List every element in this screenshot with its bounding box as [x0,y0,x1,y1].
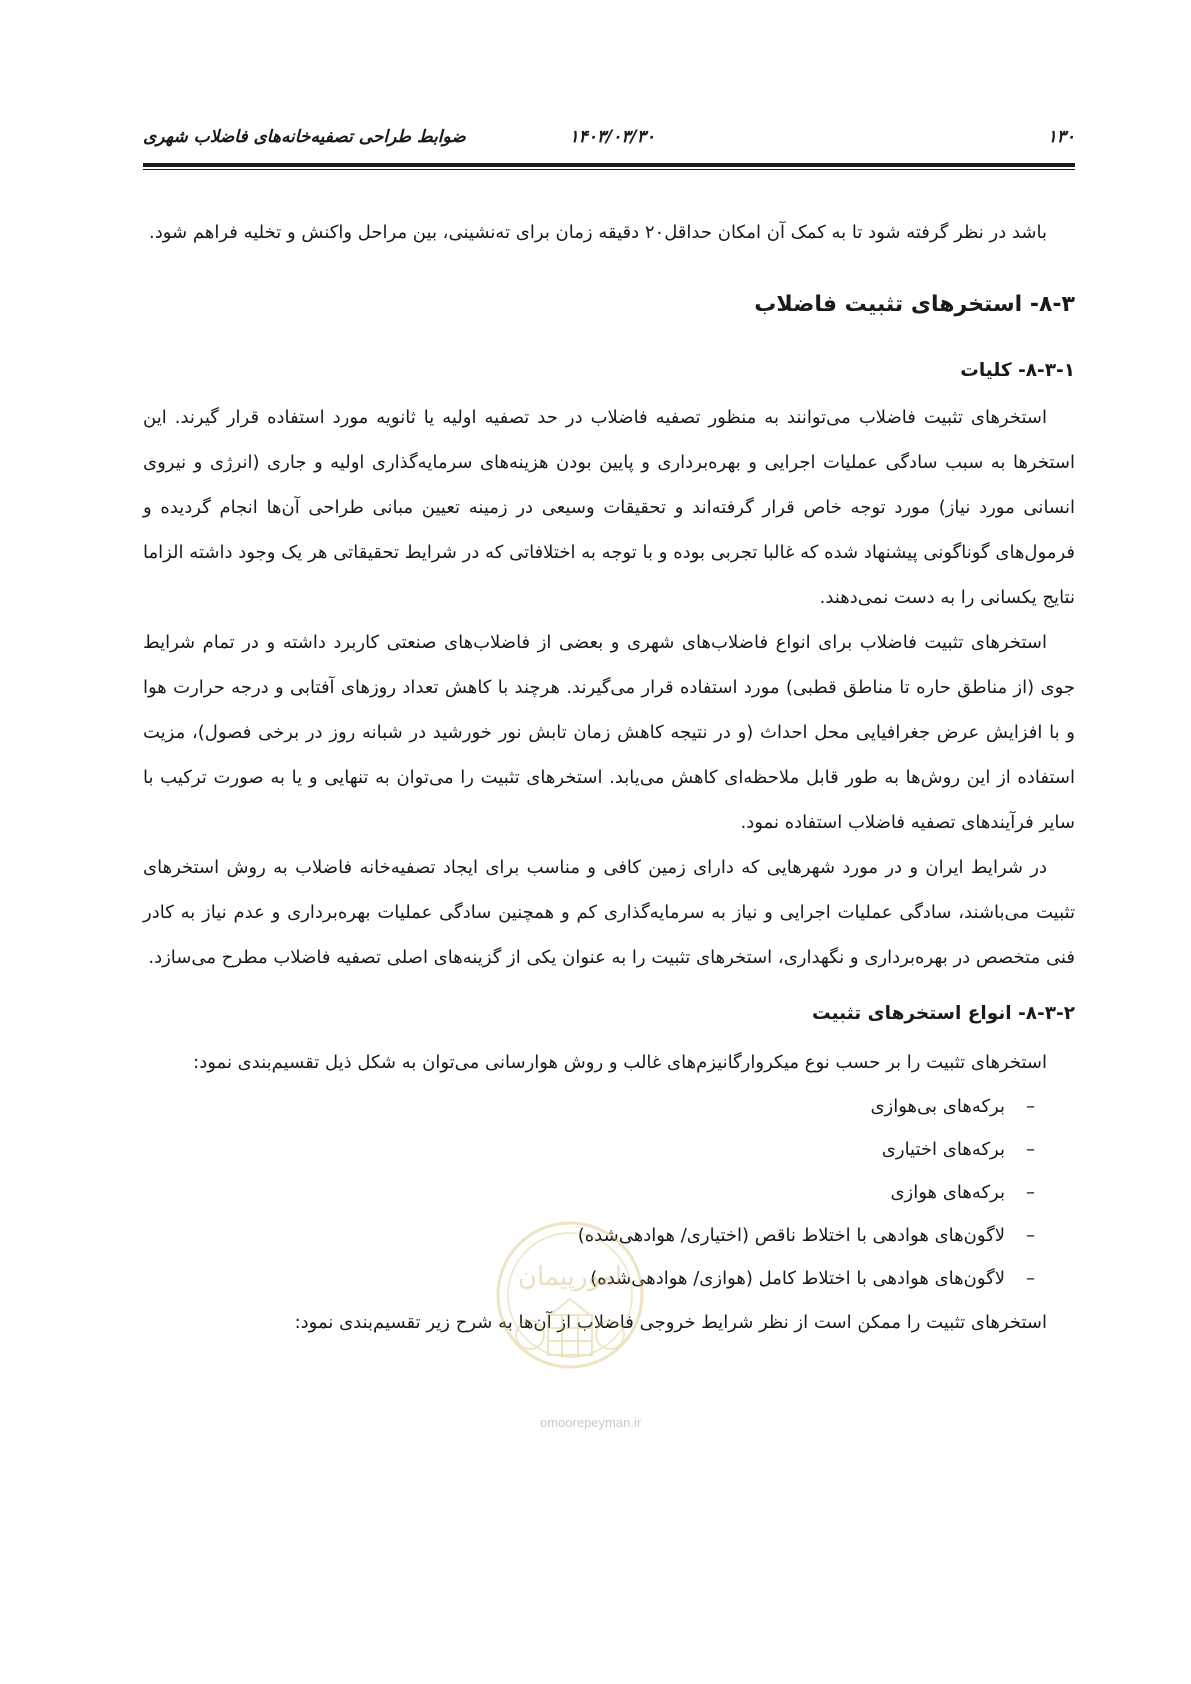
paragraph-general-3: در شرایط ایران و در مورد شهرهایی که دارای زمین کافی و مناسب برای ایجاد تصفیه‌خانه فاضلاب به روش استخرهای تثبیت می‌باشند، سادگی عملیات اجرایی و نیاز به سرمایه‌گذاری کم و همچنین سادگی عملیات بهره‌برداری و عدم نیاز به کادر فنی متخصص در بهره‌برداری و نگهداری، استخرهای تثبیت را به عنوان یکی از گزینه‌های اصلی تصفیه فاضلاب مطرح می‌سازد. [143,857,1075,968]
header-rule-thick [143,163,1075,167]
list-dash: – [1026,1139,1035,1160]
page-header [143,127,1075,157]
page-number: ۱۳۰ [1047,127,1075,147]
list-dash: – [1026,1268,1035,1289]
list-item [143,1171,1035,1214]
header-date: ۱۴۰۳/۰۳/۳۰ [569,127,655,147]
list-item-text: لاگون‌های هوادهی با اختلاط ناقص (اختیاری/ هوادهی‌شده) [577,1225,1005,1246]
list-item [143,1085,1035,1128]
document-body [143,210,1075,1345]
paragraph-general-2: استخرهای تثبیت فاضلاب برای انواع فاضلاب‌های شهری و بعضی از فاضلاب‌های صنعتی کاربرد داشته و در تمام شرایط جوی (از مناطق حاره تا مناطق قطبی) مورد استفاده قرار می‌گیرند. هرچند با کاهش تعداد روزهای آفتابی و درجه حرارت هوا و با افزایش عرض جغرافیایی محل احداث (و در نتیجه کاهش زمان تابش نور خورشید در شبانه روز در برخی فصول)، مزیت استفاده از این روش‌ها به طور قابل ملاحظه‌ای کاهش می‌یابد. استخرهای تثبیت را می‌توان به تنهایی و یا به صورت ترکیب با سایر فرآیندهای تصفیه فاضلاب استفاده نمود. [143,632,1075,833]
list-dash: – [1026,1182,1035,1203]
list-item-text: برکه‌های هوازی [890,1182,1005,1203]
watermark-url: omoorepeyman.ir [540,1415,642,1430]
list-item-text: برکه‌های اختیاری [881,1139,1005,1160]
list-item-text: لاگون‌های هوادهی با اختلاط کامل (هوازی/ هوادهی‌شده) [590,1268,1005,1289]
header-rule-thin [143,169,1075,170]
list-dash: – [1026,1225,1035,1246]
paragraph-general-1: استخرهای تثبیت فاضلاب می‌توانند به منظور تصفیه فاضلاب در حد تصفیه اولیه یا ثانویه مورد استفاده قرار گیرند. این استخرها به سبب سادگی عملیات اجرایی و بهره‌برداری و پایین بودن هزینه‌های سرمایه‌گذاری اولیه و جاری (انرژی و نیروی انسانی مورد نیاز) مورد توجه خاص قرار گرفته‌اند و تحقیقات وسیعی در زمینه تعیین مبانی طراحی آن‌ها انجام گردیده و فرمول‌های گوناگونی پیشنهاد شده که غالبا تجربی بوده و با توجه به اختلافاتی که در شرایط تحقیقاتی هر یک وجود داشته الزاما نتایج یکسانی را به دست نمی‌دهند. [143,407,1075,608]
watermark-text: امورپیمان [517,1262,623,1292]
section-heading-8-3-1: ۸-۳-۱- کلیات [960,360,1075,381]
list-item [143,1257,1035,1300]
list-dash: – [1026,1096,1035,1117]
list-item [143,1214,1035,1257]
section-heading-8-3-2: ۸-۳-۲- انواع استخرهای تثبیت [812,1003,1075,1024]
pond-types-list [143,1085,1075,1300]
paragraph-continuation: باشد در نظر گرفته شود تا به کمک آن امکان حداقل۲۰ دقیقه زمان برای ته‌نشینی، بین مراحل واکنش و تخلیه فراهم شود. [149,222,1047,243]
paragraph-outflow-intro: استخرهای تثبیت را ممکن است از نظر شرایط خروجی فاضلاب از آن‌ها به شرح زیر تقسیم‌بندی نمود: [294,1312,1047,1333]
paragraph-types-intro: استخرهای تثبیت را بر حسب نوع میکروارگانیزم‌های غالب و روش هوارسانی می‌توان به شکل ذیل تقسیم‌بندی نمود: [193,1052,1047,1073]
section-heading-8-3: ۸-۳- استخرهای تثبیت فاضلاب [754,292,1075,317]
header-title: ضوابط طراحی تصفیه‌خانه‌های فاضلاب شهری [143,127,466,147]
list-item [143,1128,1035,1171]
list-item-text: برکه‌های بی‌هوازی [870,1096,1005,1117]
